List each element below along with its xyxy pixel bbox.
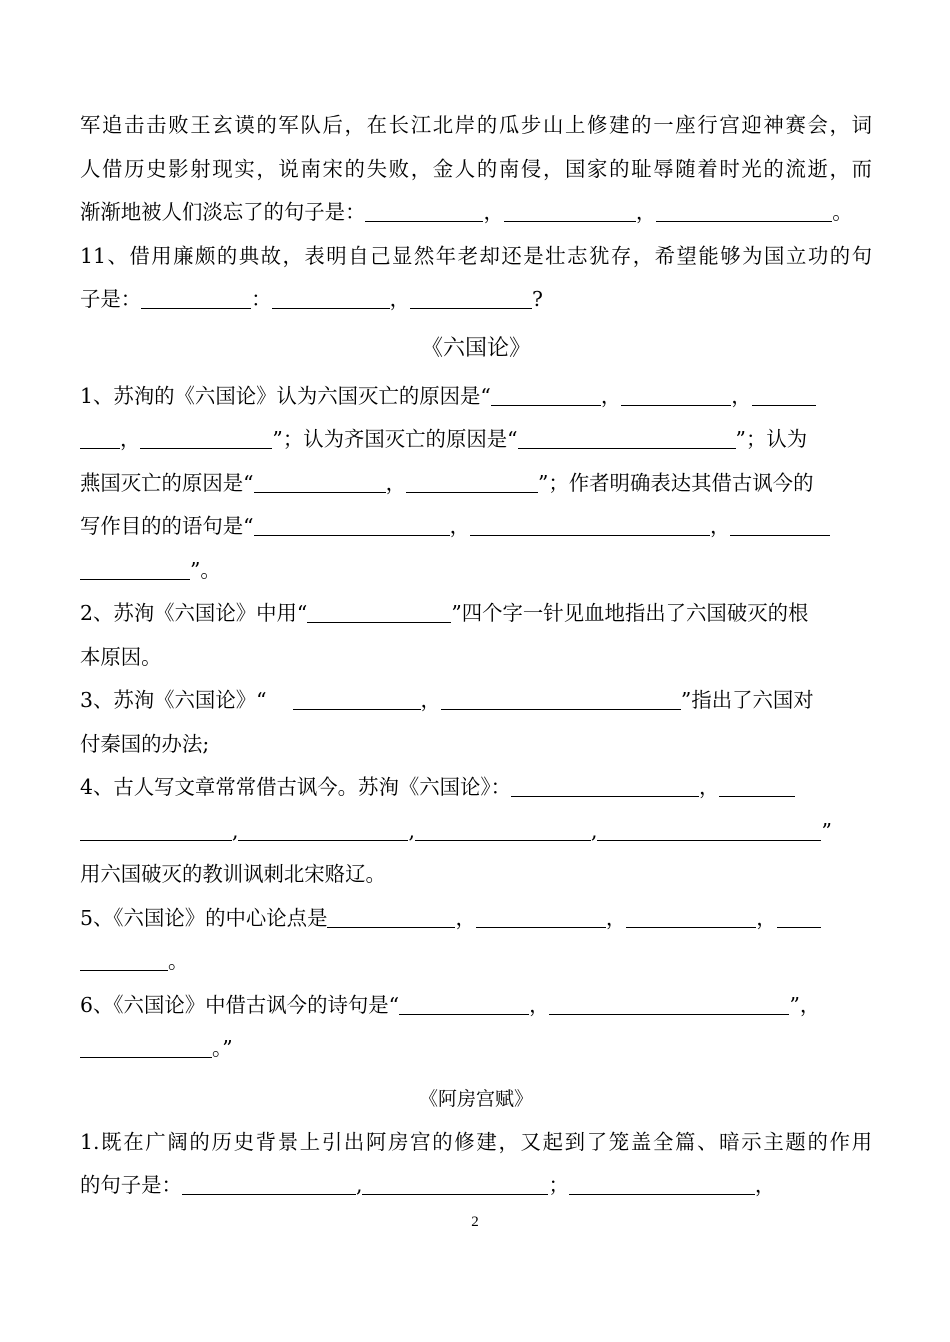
text-line	[80, 940, 872, 984]
answer-blank[interactable]	[327, 906, 455, 927]
section-title-liuguolun: 《六国论》	[420, 335, 531, 361]
answer-blank[interactable]	[80, 950, 168, 971]
punctuation: ，	[483, 200, 504, 224]
answer-blank[interactable]	[182, 1174, 356, 1195]
text-line	[80, 1121, 872, 1165]
answer-blank[interactable]	[626, 906, 756, 927]
line-text: 5、《六国论》的中心论点是	[80, 905, 328, 930]
text-line	[80, 636, 872, 680]
line-text: ”四个字一针见血地指出了六国破灭的根	[451, 601, 809, 625]
text-line	[80, 418, 872, 462]
line-text: 军追击击败王玄谟的军队后，在长江北岸的瓜步山上修建的一座行宫迎神赛会，词	[80, 113, 872, 137]
answer-blank[interactable]	[752, 384, 816, 405]
text-line	[80, 375, 872, 419]
text-line	[80, 462, 872, 506]
answer-blank[interactable]	[254, 515, 450, 536]
punctuation: ：	[251, 287, 272, 311]
text-line	[80, 278, 872, 322]
answer-blank[interactable]	[597, 819, 821, 840]
punctuation: ，	[605, 905, 627, 930]
punctuation: ?	[531, 287, 543, 311]
answer-blank[interactable]	[406, 471, 538, 492]
answer-blank[interactable]	[410, 288, 532, 309]
line-text: ”；作者明确表达其借古讽今的	[537, 470, 814, 495]
answer-blank[interactable]	[549, 993, 789, 1014]
answer-blank[interactable]	[777, 906, 821, 927]
text-line	[80, 679, 872, 723]
answer-blank[interactable]	[441, 689, 681, 710]
punctuation: ，	[600, 383, 622, 408]
text-line	[80, 723, 872, 767]
punctuation: ，	[635, 200, 657, 224]
punctuation: ，	[709, 514, 731, 538]
line-text: 子是：	[80, 287, 142, 311]
answer-blank[interactable]	[238, 819, 408, 840]
line-text: ”指出了六国对	[680, 688, 814, 712]
line-text: 1、苏洵的《六国论》认为六国灭亡的原因是“	[80, 383, 491, 408]
line-text: ”。	[190, 557, 221, 582]
line-text: 1.既在广阔的历史背景上引出阿房宫的修建，又起到了笼盖全篇、暗示主题的作用	[80, 1129, 872, 1154]
line-text: 2、苏洵《六国论》中用“	[80, 601, 308, 625]
answer-blank[interactable]	[80, 558, 190, 579]
punctuation: ,	[408, 818, 415, 843]
punctuation: ；	[548, 1173, 569, 1197]
text-line	[80, 148, 872, 192]
answer-blank[interactable]	[730, 515, 830, 536]
text-line	[80, 810, 872, 854]
section-title-afanggongfu: 《阿房宫赋》	[418, 1087, 533, 1110]
punctuation: ，	[389, 287, 410, 311]
text-line	[80, 1027, 872, 1071]
line-text: 本原因。	[80, 644, 162, 669]
text-line	[80, 505, 872, 549]
answer-blank[interactable]	[504, 201, 636, 222]
document-body	[80, 104, 872, 1208]
punctuation: 。	[168, 949, 189, 973]
punctuation: ”	[821, 818, 832, 843]
line-text: 用六国破灭的教训讽刺北宋赂辽。	[80, 862, 386, 886]
text-line	[80, 984, 872, 1028]
text-line	[80, 853, 872, 897]
punctuation: ，	[455, 905, 476, 930]
answer-blank[interactable]	[80, 1037, 212, 1058]
answer-blank[interactable]	[569, 1174, 755, 1195]
answer-blank[interactable]	[399, 993, 529, 1014]
text-line	[80, 766, 872, 810]
answer-blank[interactable]	[470, 515, 710, 536]
punctuation: ,	[590, 818, 598, 843]
line-text: 付秦国的办法;	[80, 731, 210, 756]
answer-blank[interactable]	[362, 1174, 548, 1195]
punctuation: ”，	[789, 992, 821, 1017]
text-line	[80, 1164, 872, 1208]
punctuation: ，	[754, 1173, 776, 1197]
punctuation: ，	[385, 470, 406, 495]
answer-blank[interactable]	[476, 906, 606, 927]
line-text: 写作目的的语句是“	[80, 514, 254, 538]
punctuation: ，	[731, 383, 752, 408]
answer-blank[interactable]	[491, 384, 601, 405]
line-text: 3、苏洵《六国论》“	[80, 688, 267, 712]
answer-blank[interactable]	[80, 819, 232, 840]
punctuation: ，	[120, 427, 141, 451]
punctuation: ，	[529, 992, 550, 1017]
punctuation: ,	[355, 1173, 363, 1197]
line-text: ”；认为	[735, 427, 808, 451]
answer-blank[interactable]	[272, 288, 390, 309]
answer-blank[interactable]	[293, 689, 421, 710]
answer-blank[interactable]	[307, 602, 451, 623]
line-text: 11、借用廉颇的典故，表明自己显然年老却还是壮志犹存，希望能够为国立功的句	[80, 243, 872, 268]
answer-blank[interactable]	[254, 471, 386, 492]
line-text: 人借历史影射现实，说南宋的失败，金人的南侵，国家的耻辱随着时光的流逝，而	[80, 156, 872, 181]
line-text: 6、《六国论》中借古讽今的诗句是“	[80, 992, 400, 1017]
answer-blank[interactable]	[141, 288, 251, 309]
punctuation: 。	[832, 200, 853, 224]
answer-blank[interactable]	[140, 428, 272, 449]
punctuation: ，	[420, 688, 441, 712]
answer-blank[interactable]	[80, 428, 120, 449]
text-line	[80, 549, 872, 593]
text-line	[80, 592, 872, 636]
punctuation: 。”	[212, 1036, 233, 1060]
line-text: 的句子是：	[80, 1173, 182, 1197]
punctuation: ，	[449, 514, 470, 538]
line-text: 燕国灭亡的原因是“	[80, 470, 254, 495]
line-text: 4、古人写文章常常借古讽今。苏洵《六国论》：	[80, 775, 511, 799]
answer-blank[interactable]	[365, 201, 483, 222]
punctuation: ，	[698, 775, 720, 799]
text-line	[80, 235, 872, 279]
punctuation: ,	[232, 818, 239, 843]
text-line	[80, 104, 872, 148]
punctuation: ，	[756, 905, 777, 930]
text-line	[80, 897, 872, 941]
answer-blank[interactable]	[719, 776, 795, 797]
answer-blank[interactable]	[656, 201, 832, 222]
answer-blank[interactable]	[621, 384, 731, 405]
line-text: 渐渐地被人们淡忘了的句子是：	[80, 200, 366, 224]
answer-blank[interactable]	[518, 428, 736, 449]
answer-blank[interactable]	[511, 776, 699, 797]
page-number: 2	[471, 1214, 479, 1230]
text-line	[80, 191, 872, 235]
line-text: ”；认为齐国灭亡的原因是“	[272, 427, 518, 451]
answer-blank[interactable]	[415, 819, 591, 840]
